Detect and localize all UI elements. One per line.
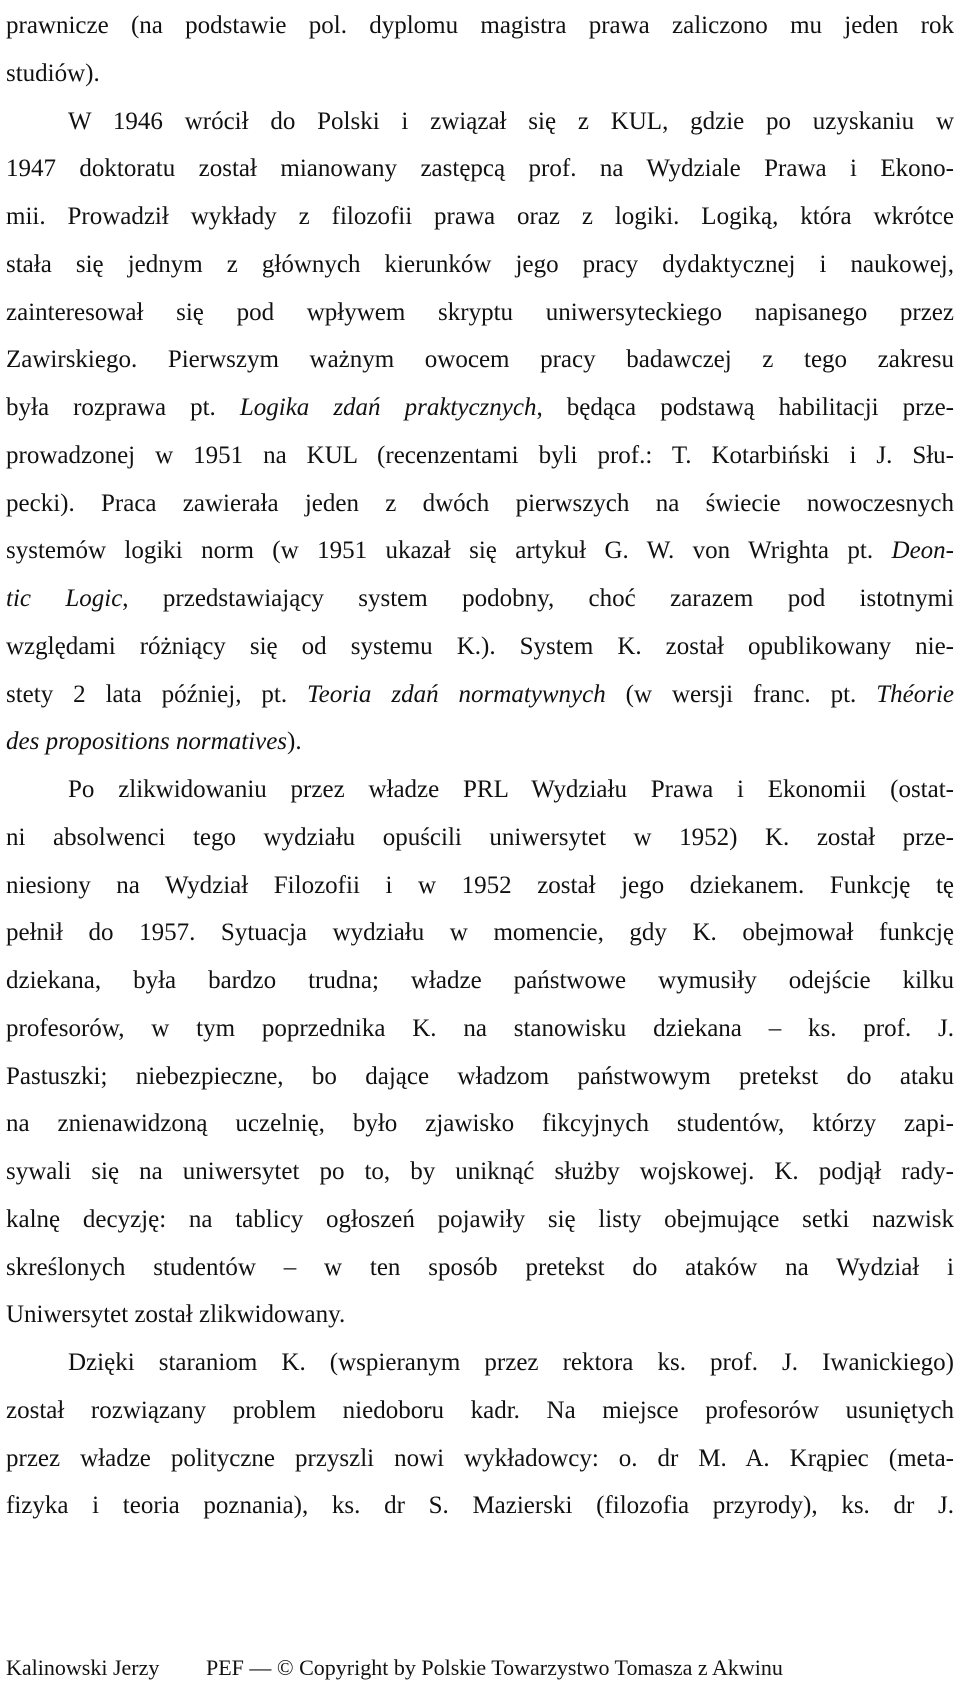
text-line [6,577,954,621]
text-segment: była rozprawa pt. [6,394,240,421]
text-segment: pełnił do 1957. Sytuacja wydziału w momencie, gdy K. obejmował funkcję [6,919,954,947]
text-segment: systemów logiki norm (w 1951 ukazał się artykuł G. W. von Wrighta pt. [6,537,892,565]
text-segment: , przedstawiający system podobny, choć zarazem pod istotnymi [122,585,955,612]
text-line [6,52,954,96]
text-line [6,4,954,48]
text-segment: został rozwiązany problem niedoboru kadr. Na miejsce profesorów usuniętych [6,1396,954,1424]
text-line [6,1246,954,1290]
text-segment: względami różniący się od systemu K.). System K. został opublikowany nie- [6,632,954,660]
italic-title: Logika zdań praktycznych [239,394,537,421]
text-line [6,1055,954,1099]
italic-title: Théorie [876,680,954,708]
text-line [6,1007,954,1051]
italic-title: Deon- [891,537,954,565]
italic-title: des propositions normatives [6,728,288,756]
text-segment: ). [287,728,302,756]
text-segment: stety 2 lata później, pt. [6,680,308,708]
text-line [6,482,954,526]
text-segment: sywali się na uniwersytet po to, by uniknąć służby wojskowej. K. podjął rady- [6,1158,954,1185]
text-segment: dziekana, była bardzo trudna; władze państwowe wymusiły odejście kilku [6,967,954,994]
text-segment: (w wersji franc. pt. [605,680,877,708]
text-segment: Uniwersytet został zlikwidowany. [6,1301,346,1329]
text-line [6,959,954,1003]
text-line [6,1484,954,1528]
text-segment: profesorów, w tym poprzednika K. na stanowisku dziekana – ks. prof. J. [6,1014,954,1042]
text-segment: skreślonych studentów – w ten sposób pretekst do ataków na Wydział i [6,1253,954,1281]
text-segment: 1947 doktoratu został mianowany zastępcą prof. na Wydziale Prawa i Ekono- [6,155,954,183]
italic-title: Teoria zdań normatywnych [307,680,606,708]
text-line [68,100,954,144]
text-segment: zainteresował się pod wpływem skryptu uniwersyteckiego napisanego przez [6,298,954,326]
text-line [6,529,954,573]
text-segment: Po zlikwidowaniu przez władze PRL Wydziału Prawa i Ekonomii (ostat- [68,776,954,803]
text-segment: kalnę decyzję: na tablicy ogłoszeń pojawiły się listy obejmujące setki nazwisk [6,1205,954,1233]
italic-title: tic Logic [6,585,123,612]
page-footer [6,1650,954,1686]
text-segment: niesiony na Wydział Filozofii i w 1952 został jego dziekanem. Funkcję tę [6,871,954,899]
text-segment: studiów). [6,59,100,87]
text-line [6,816,954,860]
text-segment: fizyka i teoria poznania), ks. dr S. Mazierski (filozofia przyrody), ks. dr J. [6,1492,954,1520]
text-line [6,1102,954,1146]
text-segment: Zawirskiego. Pierwszym ważnym owocem pracy badawczej z tego zakresu [6,346,954,374]
text-line [6,673,954,717]
text-line [6,1293,954,1337]
text-line [6,1150,954,1194]
text-line [6,1198,954,1242]
text-segment: prawnicze (na podstawie pol. dyplomu magistra prawa zaliczono mu jeden rok [6,12,954,39]
text-segment: prowadzonej w 1951 na KUL (recenzentami byli prof.: T. Kotarbiński i J. Słu- [6,441,954,469]
text-line [6,291,954,335]
text-line [6,1437,954,1481]
text-line [6,720,954,764]
text-segment: ni absolwenci tego wydziału opuścili uniwersytet w 1952) K. został prze- [6,823,954,851]
text-line [68,768,954,812]
text-line [6,1389,954,1433]
text-line [6,911,954,955]
text-line [6,434,954,478]
footer-author: Kalinowski Jerzy [6,1655,160,1680]
text-segment: pecki). Praca zawierała jeden z dwóch pierwszych na świecie nowoczesnych [6,489,954,517]
text-segment: stała się jednym z głównych kierunków jego pracy dydaktycznej i naukowej, [6,250,954,278]
text-line [6,386,954,430]
text-line [6,864,954,908]
text-line [6,195,954,239]
text-line [68,1341,954,1385]
text-segment: W 1946 wrócił do Polski i związał się z KUL, gdzie po uzyskaniu w [68,107,954,135]
text-line [6,243,954,287]
text-segment: , będąca podstawą habilitacji prze- [536,394,954,421]
text-segment: mii. Prowadził wykłady z filozofii prawa oraz z logiki. Logiką, która wkrótce [6,203,954,230]
text-line [6,338,954,382]
text-segment: Pastuszki; niebezpieczne, bo dające władzom państwowym pretekst do ataku [6,1062,954,1090]
text-segment: Dzięki staraniom K. (wspieranym przez rektora ks. prof. J. Iwanickiego) [68,1349,954,1376]
text-line [6,625,954,669]
text-line [6,147,954,191]
text-segment: przez władze polityczne przyszli nowi wykładowcy: o. dr M. A. Krąpiec (meta- [6,1444,954,1472]
footer-copyright: PEF — © Copyright by Polskie Towarzystwo Tomasza z Akwinu [206,1655,783,1680]
text-segment: na znienawidzoną uczelnię, było zjawisko fikcyjnych studentów, którzy zapi- [6,1110,954,1138]
